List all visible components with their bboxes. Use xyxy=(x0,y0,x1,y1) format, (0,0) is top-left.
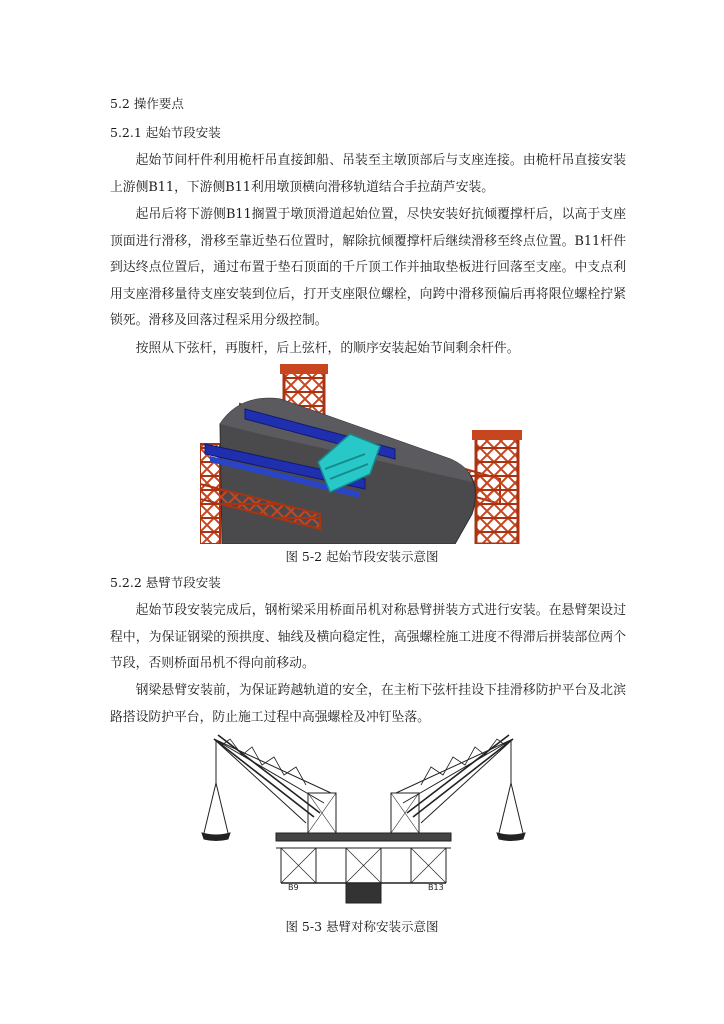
paragraph-5: 钢梁悬臂安装前，为保证跨越轨道的安全，在主桁下弦杆挂设下挂滑移防护平台及北滨路搭设防护平台，防止施工过程中高强螺栓及冲钉坠落。 xyxy=(110,683,626,725)
figure-5-3-label-left: B9 xyxy=(288,883,299,892)
figure-5-2-caption: 图 5-2 起始节段安装示意图 xyxy=(285,549,439,564)
paragraph-4: 起始节段安装完成后，钢桁梁采用桥面吊机对称悬臂拼装方式进行安装。在悬臂架设过程中，为保证钢梁的预拱度、轴线及横向稳定性，高强螺栓施工进度不得滞后拼装部位两个节段，否则桥面吊机不得向前移动。 xyxy=(110,603,626,671)
figure-5-2-illustration xyxy=(200,364,525,544)
section-heading-5-2-1: 5.2.1 起始节段安装 xyxy=(110,125,221,140)
section-heading-5-2: 5.2 操作要点 xyxy=(110,96,184,111)
paragraph-3: 按照从下弦杆，再腹杆，后上弦杆，的顺序安装起始节间剩余杆件。 xyxy=(135,341,520,356)
figure-5-3-label-right: B13 xyxy=(428,883,444,892)
section-heading-5-2-2: 5.2.2 悬臂节段安装 xyxy=(110,575,221,590)
figure-5-3-caption: 图 5-3 悬臂对称安装示意图 xyxy=(285,919,439,934)
figure-5-3-illustration xyxy=(196,733,531,905)
paragraph-2: 起吊后将下游侧B11搁置于墩顶滑道起始位置，尽快安装好抗倾覆撑杆后，以高于支座顶面进行滑移，滑移至靠近垫石位置时，解除抗倾覆撑杆后继续滑移至终点位置。B11杆件到达终点位置后，通过布置于垫石顶面的千斤顶工作并抽取垫板进行回落至支座。中支点利用支座滑移量待支座安装到位后，打开支座限位螺栓，向跨中滑移预偏后再将限位螺栓拧紧锁死。滑移及回落过程采用分级控制。 xyxy=(110,207,626,328)
paragraph-1: 起始节间杆件利用桅杆吊直接卸船、吊装至主墩顶部后与支座连接。由桅杆吊直接安装上游侧B11，下游侧B11利用墩顶横向滑移轨道结合手拉葫芦安装。 xyxy=(110,153,626,195)
